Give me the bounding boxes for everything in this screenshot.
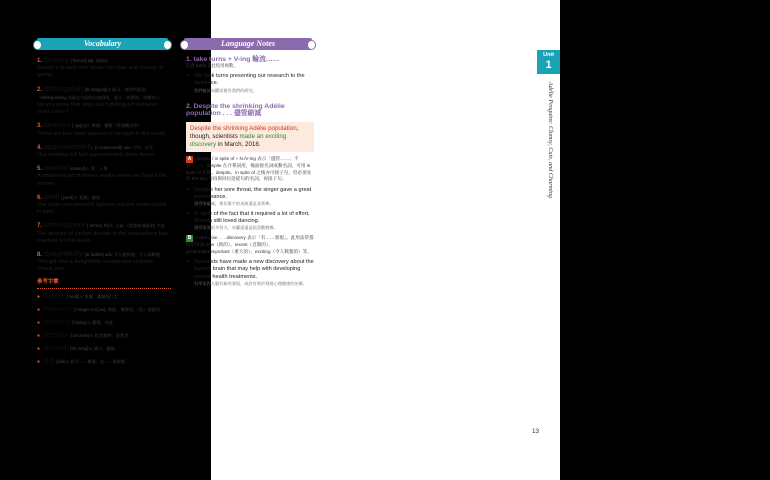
unit-tab: Unit 1: [537, 50, 560, 74]
vocab-item: 3. species [ˋspiʃɪz] n. 物種；種類（單複數同形） There are four main species of penguin in the world.: [37, 120, 167, 137]
language-notes-banner: Language Notes: [184, 38, 312, 50]
note-2-a-examples: [186, 187, 314, 231]
vocabulary-column: [37, 56, 171, 371]
note-1-translation: 我們輪流向觀眾報告我們的研究。: [194, 87, 257, 93]
badge-a: A: [187, 156, 192, 163]
example-bullet: • Despite her sore throat, the singer gave a great performance. 儘管喉嚨痛，那位歌手的表演還是非常棒。: [186, 187, 314, 207]
vocab-item: 6. peril [ˋpɛrəl] n. 危險；險境 The large and powerful typhoon put the entire island in peril.: [37, 191, 167, 216]
note-2-b-example: • Scientists have made a new discovery about the human brain that may help with developing mental health treatments. 科學家對人腦有新的發現，或許有助於發展心理健康的治療。: [186, 259, 314, 286]
reference-list: [37, 293, 171, 366]
note-1-example: • We took turns presenting our research to the audience. 我們輪流向觀眾報告我們的研究。: [186, 73, 314, 93]
reference-item: ● predator [ˋprɛdətɚ] n. 掠食動物；掠奪者: [37, 331, 129, 339]
page-number: 13: [532, 428, 540, 435]
badge-b: B: [187, 235, 192, 241]
vocab-item: 7. atmosphere [ˋætməsˌfɪr] n. 大氣；(某地或地區的) 空氣 The amount of carbon dioxide in the atmosphere has reached record levels.: [37, 220, 168, 244]
vocabulary-list: [37, 56, 171, 274]
side-title: Adélie Penguins: Clumsy, Cute, and Charming: [547, 82, 554, 199]
reference-item: ● migratory [ˋmaɪgrəˌtorɪ] adj. 遷徙、遷移的；（魚）洄游的: [37, 305, 161, 313]
note-2-heading: 2. Despite the shrinking Adélie population . . . 儘管縮減: [186, 103, 285, 118]
reference-item: ● waddle [ˋwɑdl̩] v. 搖擺、蹣跚地行走: [37, 292, 118, 300]
reference-item: ● diminish [dəˋmɪnɪʃ] v. 減少；縮減: [37, 344, 115, 352]
reference-item: ● breeding [ˋbridɪŋ] n. 繁殖；培育: [37, 318, 114, 326]
note-2-example-box: Despite the shrinking Adélie population, though, scientists made an exciting discovery in March, 2018.: [186, 122, 314, 153]
vocabulary-banner: Vocabulary: [37, 38, 168, 50]
vocab-item: 5. mound [maʊnd] n. 堆；土堆 A small mound of stones marks where we buried the money.: [37, 163, 167, 187]
note-1-heading: 1. take turns + V-ing 輪流……: [186, 56, 280, 63]
language-notes-column: [186, 56, 314, 286]
example-bullet: • In spite of the fact that it required a lot of effort, Brenda still loved dancing. 儘管需要很多努力，布蘭達還是很喜歡跳舞。: [186, 211, 314, 231]
reference-item: ● dub [dʌb] v. 授予……稱號；給……取綽號: [37, 357, 126, 365]
vocab-item: 1. clumsy [ˋklʌmzɪ] adj. 笨拙的 Steven’s broken arm made him slow and clumsy at typing.: [37, 55, 164, 79]
note-1-sub: 注意 turns 在此恆用複數。: [186, 63, 238, 69]
reference-title: 參考字彙: [37, 279, 171, 289]
vocab-item: 2. distinguish [dɪˋstɪŋgwɪʃ] v. 區分；使有所區別（distinguishing 為現在分詞作形容詞用，表示「辨著的、明顯的」） Do you know that dogs can’t distinguish between most colors?: [37, 83, 162, 116]
note-2-point-a: A despite / in spite of + N./V-ing 表示「儘管……；不管……」。despite 在介系詞用，後面接名詞或動名詞，可用 in spite of 代換。despite、in spite of 之後亦可接子句，但必須先接 the fact 等再與同位語從句的名詞，再接子句。: [186, 156, 312, 182]
vocab-item: 8. delightfully [dɪˋlaɪtfəlɪ] adv. 令人愉快地；令人高興地 This gift was a delightfully unexpected surprise. Thank you!: [37, 249, 160, 273]
note-2-point-b: B make a/an . . . discovery 表示「有……發現」。此用法常搭配形容詞 new（新的）、recent（近期的）、great/major/important（重大的）、exciting（令人興奮的）等。: [186, 235, 314, 254]
vocab-item: 4. approximately [əˋprɑksəmɪtlɪ] adv. 大約；近乎 Our meeting will last approximately three hours.: [37, 141, 156, 159]
